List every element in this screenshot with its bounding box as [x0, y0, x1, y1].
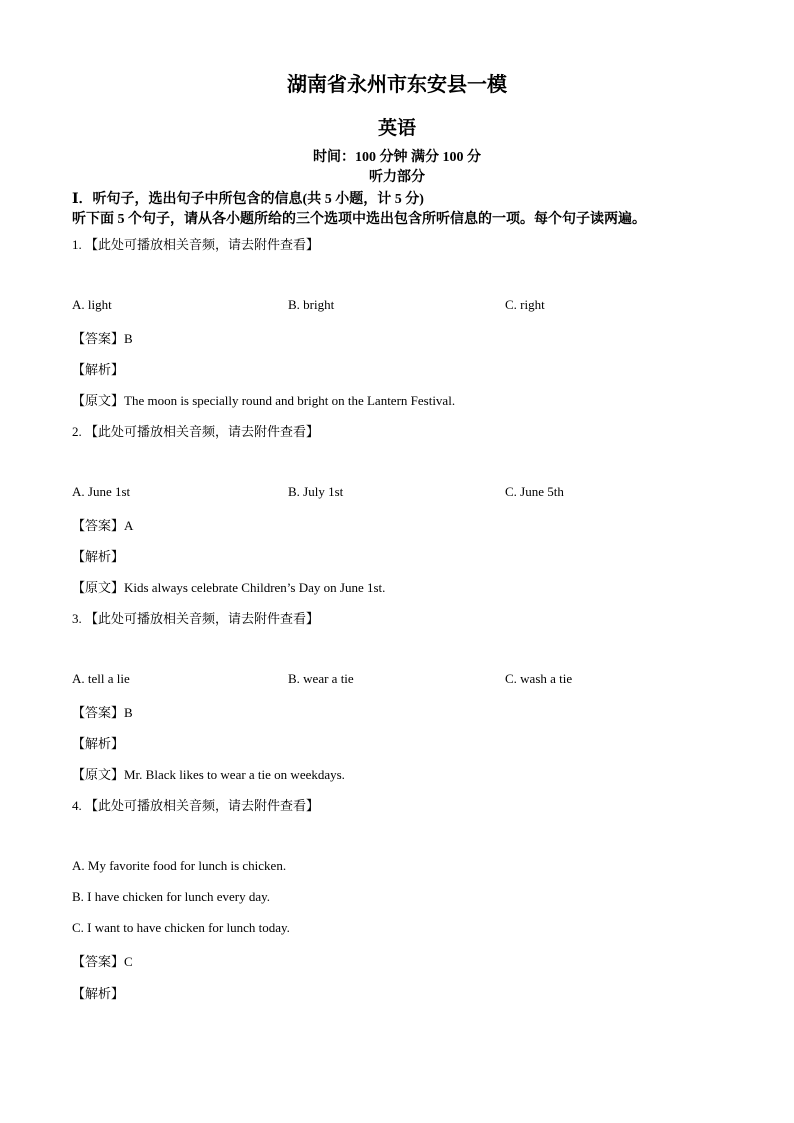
- question-1-option-c: C. right: [505, 297, 545, 312]
- question-4-analysis: 【解析】: [72, 986, 125, 1001]
- question-1-original: 【原文】The moon is specially round and bright on the Lantern Festival.: [72, 393, 456, 408]
- exam-title: 湖南省永州市东安县一模: [287, 74, 507, 96]
- part1-heading: Ⅰ．听句子，选出句子中所包含的信息(共 5 小题，计 5 分): [72, 192, 424, 207]
- part1-instruction: 听下面 5 个句子，请从各小题所给的三个选项中选出包含所听信息的一项。每个句子读两遍。: [72, 212, 646, 227]
- question-2-answer: 【答案】A: [72, 518, 134, 533]
- question-3-option-b: B. wear a tie: [288, 671, 354, 686]
- question-2-analysis: 【解析】: [72, 549, 125, 564]
- question-4-prompt: 4. 【此处可播放相关音频，请去附件查看】: [72, 798, 320, 813]
- question-2-original: 【原文】Kids always celebrate Children’s Day on June 1st.: [72, 580, 386, 595]
- question-2-option-c: C. June 5th: [505, 484, 564, 499]
- question-4-answer: 【答案】C: [72, 954, 133, 969]
- question-2-option-a: A. June 1st: [72, 484, 131, 499]
- question-1-analysis: 【解析】: [72, 362, 125, 377]
- question-4-option-a: A. My favorite food for lunch is chicken.: [72, 858, 287, 873]
- question-2-prompt: 2. 【此处可播放相关音频，请去附件查看】: [72, 424, 320, 439]
- time-score-line: 时间：100 分钟 满分 100 分: [313, 150, 481, 165]
- question-3-option-a: A. tell a lie: [72, 671, 130, 686]
- question-1-option-a: A. light: [72, 297, 112, 312]
- question-3-prompt: 3. 【此处可播放相关音频，请去附件查看】: [72, 611, 320, 626]
- question-2-option-b: B. July 1st: [288, 484, 344, 499]
- question-3-analysis: 【解析】: [72, 736, 125, 751]
- section-title: 听力部分: [369, 170, 425, 185]
- question-1-option-b: B. bright: [288, 297, 335, 312]
- subject-title: 英语: [377, 118, 416, 139]
- question-3-original: 【原文】Mr. Black likes to wear a tie on weekdays.: [72, 767, 345, 782]
- question-4-option-b: B. I have chicken for lunch every day.: [72, 889, 271, 904]
- question-4-option-c: C. I want to have chicken for lunch today.: [72, 920, 290, 935]
- question-1-prompt: 1. 【此处可播放相关音频，请去附件查看】: [72, 237, 320, 252]
- question-3-answer: 【答案】B: [72, 705, 133, 720]
- question-1-answer: 【答案】B: [72, 331, 133, 346]
- question-3-option-c: C. wash a tie: [505, 671, 573, 686]
